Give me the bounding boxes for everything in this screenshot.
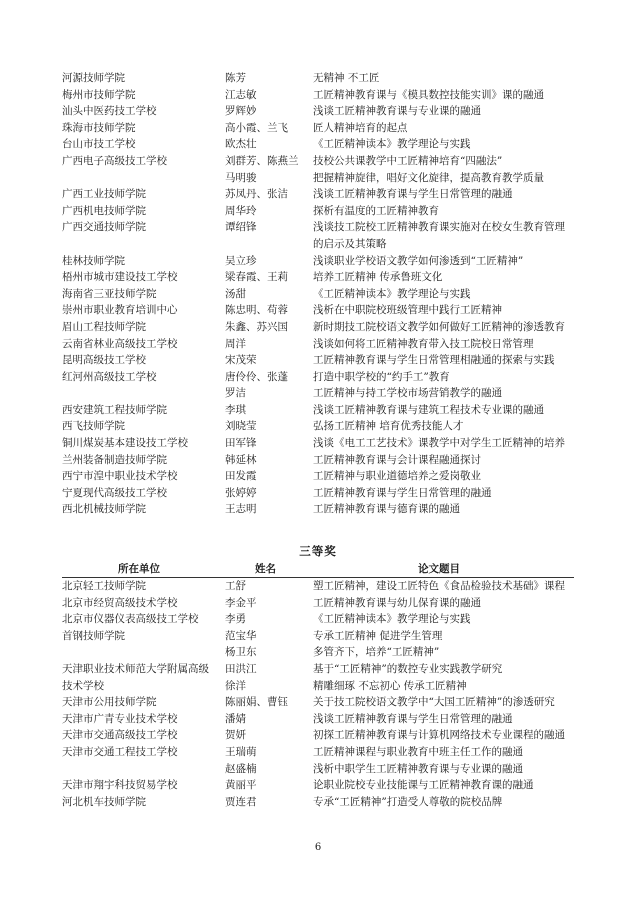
list-item [0,352,636,369]
title-cell: 工匠精神教育课与会计课程融通探讨 [313,453,481,466]
author-cell: 欧杰壮 [225,138,257,151]
unit-cell: 铜川煤炭基本建设技工学校 [62,437,188,450]
author-cell: 田洪江 [225,662,257,675]
title-cell: 初探工匠精神教育课与计算机网络技术专业课程的融通 [313,729,565,742]
unit-cell: 河源技师学院 [62,72,125,84]
list-item [0,777,636,794]
author-cell: 朱鑫、苏兴国 [225,320,288,333]
title-cell: 基于“工匠精神”的数控专业实践教学研究 [313,662,503,675]
title-cell: 工匠精神教育课与德育课的融通 [313,503,460,516]
author-cell: 吴立珍 [225,254,257,267]
title-cell: 工匠精神教育课与幼儿保育课的融通 [313,596,481,609]
list-item [0,236,636,253]
list-item [0,203,636,220]
author-cell: 周洋 [225,337,246,350]
author-cell: 李金平 [225,596,257,609]
title-cell: 培养工匠精神 传承鲁班文化 [313,271,443,284]
list-item [0,336,636,353]
list-item [0,578,636,595]
author-cell: 陈忠明、苟蓉 [225,304,288,317]
title-cell: 工匠精神与持工学校市场营销教学的融通 [313,387,502,400]
list-item [0,727,636,744]
title-cell: 浅谈技工院校工匠精神教育课实施对在校女生教育管理 [313,221,565,234]
list-item [0,286,636,303]
unit-cell: 广西工业技师学院 [62,188,146,201]
unit-cell: 云南省林业高级技工学校 [62,337,178,350]
unit-cell: 技术学校 [62,679,104,692]
unit-cell: 崇州市职业教育培训中心 [62,304,178,317]
title-cell: 工匠精神教育课与《模具数控技能实训》课的融通 [313,88,544,101]
unit-cell: 宁夏现代高级技工学校 [62,486,167,499]
title-cell: 弘扬工匠精神 培育优秀技能人才 [313,420,464,433]
author-cell: 徐洋 [225,679,246,692]
title-cell: 专承工匠精神 促进学生管理 [313,629,443,642]
unit-cell: 台山市技工学校 [62,138,136,151]
table-header [0,561,636,577]
unit-cell: 西宁市湟中职业技术学校 [62,470,178,483]
list-item [0,794,636,811]
title-cell: 探析有温度的工匠精神教育 [313,204,439,217]
unit-cell: 西安建筑工程技师学院 [62,403,167,416]
unit-cell: 天津市公用技师学院 [62,696,157,709]
list-item [0,103,636,120]
list-item [0,219,636,236]
list-item [0,87,636,104]
header-name: 姓名 [255,563,276,575]
author-cell: 李琪 [225,403,246,416]
award-list-top [0,70,636,518]
title-cell: 塑工匠精神，建设工匠特色《食品检验技术基础》课程 [313,580,565,592]
author-cell: 梁春霞、王莉 [225,271,288,284]
list-item [0,694,636,711]
unit-cell: 西飞技师学院 [62,420,125,433]
author-cell: 贺妍 [225,729,246,742]
title-cell: 浅谈工匠精神教育课与专业课的融通 [313,105,481,118]
list-item [0,120,636,137]
title-cell: 浅谈如何将工匠精神教育带入技工院校日常管理 [313,337,534,350]
unit-cell: 西北机械技师学院 [62,503,146,516]
unit-cell: 北京市经贸高级技术学校 [62,596,178,609]
list-item [0,595,636,612]
page-number: 6 [314,842,322,853]
title-cell: 新时期技工院校语文教学如何做好工匠精神的渗透教育 [313,320,565,333]
unit-cell: 天津市广青专业技术学校 [62,712,178,725]
title-cell: 浅谈工匠精神教育课与学生日常管理的融通 [313,188,513,201]
author-cell: 王志明 [225,503,257,516]
title-cell: 的启示及其策略 [313,237,387,250]
title-cell: 多管齐下，培养“工匠精神” [313,646,440,659]
list-item [0,170,636,187]
author-cell: 范宝华 [225,629,257,642]
author-cell: 工舒 [225,580,246,592]
title-cell: 工匠精神与职业道德培养之爱岗敬业 [313,470,481,483]
list-item [0,186,636,203]
author-cell: 陈芳 [225,72,246,84]
unit-cell: 梧州市城市建设技工学校 [62,271,178,284]
list-item [0,70,636,87]
title-cell: 无精神 不工匠 [313,72,380,84]
author-cell: 高小霞、兰飞 [225,121,288,134]
award-list-bottom [0,578,636,810]
title-cell: 《工匠精神读本》教学理论与实践 [313,138,471,151]
list-item [0,136,636,153]
title-cell: 打造中职学校的“约手工”教育 [313,370,450,383]
author-cell: 罗辉妙 [225,105,257,118]
unit-cell: 广西交通技师学院 [62,221,146,234]
header-title: 论文题目 [418,563,460,575]
title-cell: 《工匠精神读本》教学理论与实践 [313,613,471,626]
list-item [0,644,636,661]
author-cell: 杨卫东 [225,646,257,659]
list-item [0,661,636,678]
unit-cell: 兰州装备制造技师学院 [62,453,167,466]
title-cell: 浅析在中职院校班级管理中践行工匠精神 [313,304,502,317]
list-item [0,744,636,761]
author-cell: 马明骏 [225,171,257,184]
title-cell: 论职业院校专业技能课与工匠精神教育课的融通 [313,779,534,792]
author-cell: 罗洁 [225,387,246,400]
unit-cell: 昆明高级技工学校 [62,354,146,367]
author-cell: 黄丽平 [225,779,257,792]
unit-cell: 梅州市技师学院 [62,88,136,101]
author-cell: 刘晓莹 [225,420,257,433]
title-cell: 浅谈工匠精神教育课与学生日常管理的融通 [313,712,513,725]
unit-cell: 北京轻工技师学院 [62,580,146,592]
list-item [0,485,636,502]
author-cell: 江志敏 [225,88,257,101]
list-item [0,418,636,435]
title-cell: 匠人精神培育的起点 [313,121,408,134]
unit-cell: 桂林技师学院 [62,254,125,267]
list-item [0,302,636,319]
title-cell: 浅谈职业学校语文教学如何渗透到“工匠精神” [313,254,524,267]
title-cell: 把握精神旋律，唱好文化旋律，提高教育教学质量 [313,171,544,184]
author-cell: 李勇 [225,613,246,626]
list-item [0,435,636,452]
header-unit: 所在单位 [118,563,160,575]
title-cell: 《工匠精神读本》教学理论与实践 [313,287,471,300]
title-cell: 浅谈工匠精神教育课与建筑工程技术专业课的融通 [313,403,544,416]
unit-cell: 汕头中医药技工学校 [62,105,157,118]
author-cell: 汤甜 [225,287,246,300]
unit-cell: 天津市交通工程技工学校 [62,745,178,758]
author-cell: 周华玲 [225,204,257,217]
unit-cell: 眉山工程技师学院 [62,320,146,333]
unit-cell: 海南省三亚技师学院 [62,287,157,300]
unit-cell: 天津职业技术师范大学附属高级 [62,662,209,675]
unit-cell: 天津市交通高级技工学校 [62,729,178,742]
title-cell: 工匠精神教育课与学生日常管理相融通的探索与实践 [313,354,555,367]
author-cell: 王瑞萌 [225,745,257,758]
list-item [0,269,636,286]
section-title: 三等奖 [299,544,337,558]
list-item [0,761,636,778]
title-cell: 专承“工匠精神”打造受人尊敬的院校品牌 [313,795,503,808]
unit-cell: 广西机电技师学院 [62,204,146,217]
title-cell: 精雕细琢 不忘初心 传承工匠精神 [313,679,467,692]
list-item [0,611,636,628]
author-cell: 刘群芳、陈燕兰 [225,154,299,167]
list-item [0,369,636,386]
author-cell: 赵盛楠 [225,762,257,775]
unit-cell: 珠海市技师学院 [62,121,136,134]
author-cell: 韩延林 [225,453,257,466]
list-item [0,253,636,270]
author-cell: 潘婧 [225,712,246,725]
unit-cell: 河北机车技师学院 [62,795,146,808]
author-cell: 苏凤丹、张洁 [225,188,288,201]
unit-cell: 首钢技师学院 [62,629,125,642]
list-item [0,628,636,645]
list-item [0,385,636,402]
title-cell: 关于技工院校语文教学中“大国工匠精神”的渗透研究 [313,696,555,709]
author-cell: 谭绍锋 [225,221,257,234]
author-cell: 唐伶伶、张蓬 [225,370,288,383]
list-item [0,319,636,336]
author-cell: 张婷婷 [225,486,257,499]
list-item [0,402,636,419]
author-cell: 贾连君 [225,795,257,808]
title-cell: 浅析中职学生工匠精神教育课与专业课的融通 [313,762,523,775]
unit-cell: 红河州高级技工学校 [62,370,157,383]
list-item [0,153,636,170]
list-item [0,452,636,469]
list-item [0,678,636,695]
unit-cell: 天津市翔宇科技贸易学校 [62,779,178,792]
unit-cell: 广西电子高级技工学校 [62,154,167,167]
author-cell: 田军锋 [225,437,257,450]
title-cell: 浅谈《电工工艺技术》课教学中对学生工匠精神的培养 [313,437,565,450]
author-cell: 陈丽娟、曹钰 [225,696,288,709]
unit-cell: 北京市仪器仪表高级技工学校 [62,613,199,626]
list-item [0,501,636,518]
author-cell: 田发霞 [225,470,257,483]
list-item [0,468,636,485]
title-cell: 工匠精神教育课与学生日常管理的融通 [313,486,492,499]
author-cell: 宋茂荣 [225,354,257,367]
title-cell: 工匠精神课程与职业教育中班主任工作的融通 [313,745,523,758]
title-cell: 技校公共课教学中工匠精神培育“四融法” [313,154,503,167]
list-item [0,711,636,728]
